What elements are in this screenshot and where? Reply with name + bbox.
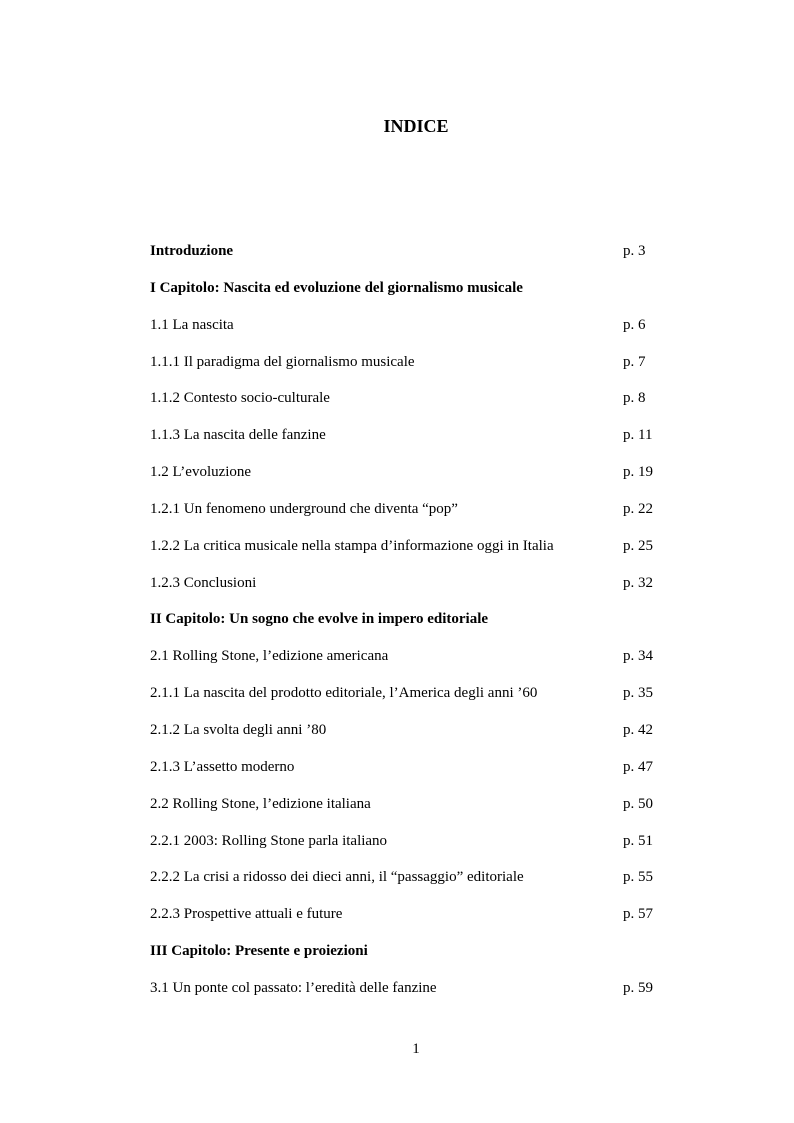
toc-entry-page: p. 51	[623, 832, 653, 849]
toc-entry	[150, 425, 670, 462]
toc-entry	[150, 499, 670, 536]
toc-entry-label: 2.1.2 La svolta degli anni ’80	[150, 721, 327, 738]
toc-entry	[150, 720, 670, 757]
toc-entry-page: p. 22	[623, 500, 653, 517]
page-number: 1	[412, 1041, 420, 1057]
toc-entry-page: p. 59	[623, 979, 653, 996]
toc-entry-label: II Capitolo: Un sogno che evolve in impero editoriale	[150, 611, 489, 628]
table-of-contents	[150, 241, 670, 1015]
toc-entry-label: 1.2.2 La critica musicale nella stampa d’informazione oggi in Italia	[150, 537, 554, 554]
toc-entry-label: 2.2.3 Prospettive attuali e future	[150, 906, 343, 923]
toc-entry-label: 3.1 Un ponte col passato: l’eredità delle fanzine	[150, 979, 437, 996]
toc-entry	[150, 536, 670, 573]
toc-entry-page: p. 50	[623, 795, 653, 812]
toc-entry-page: p. 34	[623, 648, 653, 665]
toc-entry	[150, 867, 670, 904]
toc-entry	[150, 573, 670, 610]
page-title: INDICE	[383, 116, 449, 136]
toc-entry-label: 2.2.2 La crisi a ridosso dei dieci anni, il “passaggio” editoriale	[150, 869, 524, 886]
toc-entry-page: p. 7	[623, 353, 646, 370]
toc-entry	[150, 352, 670, 389]
toc-entry-page: p. 32	[623, 574, 653, 591]
toc-entry-page: p. 3	[623, 243, 646, 259]
toc-entry	[150, 683, 670, 720]
toc-entry	[150, 315, 670, 352]
toc-entry-label: Introduzione	[150, 243, 234, 259]
toc-entry-label: 2.2 Rolling Stone, l’edizione italiana	[150, 795, 371, 812]
toc-entry-label: III Capitolo: Presente e proiezioni	[150, 943, 368, 960]
toc-entry-page: p. 6	[623, 316, 646, 333]
toc-entry	[150, 646, 670, 683]
toc-entry-label: 1.1.1 Il paradigma del giornalismo musicale	[150, 353, 415, 370]
toc-chapter-1-heading	[150, 278, 670, 315]
toc-entry-label: 1.2 L’evoluzione	[150, 464, 252, 481]
toc-entry-page: p. 19	[623, 464, 653, 481]
toc-entry-label: 2.2.1 2003: Rolling Stone parla italiano	[150, 832, 388, 849]
toc-entry-page: p. 11	[623, 427, 653, 444]
toc-entry-page: p. 25	[623, 537, 653, 554]
toc-entry-label: 1.2.1 Un fenomeno underground che diventa “pop”	[150, 500, 458, 517]
toc-entry-label: 1.1 La nascita	[150, 316, 234, 333]
toc-entry-introduzione	[150, 241, 670, 278]
toc-entry	[150, 978, 670, 1015]
toc-entry-label: 1.2.3 Conclusioni	[150, 574, 257, 591]
toc-entry	[150, 831, 670, 868]
toc-entry	[150, 794, 670, 831]
toc-entry-label: 2.1 Rolling Stone, l’edizione americana	[150, 648, 389, 665]
toc-entry-label: 1.1.3 La nascita delle fanzine	[150, 427, 326, 444]
toc-entry-page: p. 47	[623, 758, 653, 775]
toc-entry-page: p. 57	[623, 906, 653, 923]
toc-entry-page: p. 8	[623, 390, 646, 407]
toc-entry-label: I Capitolo: Nascita ed evoluzione del giornalismo musicale	[150, 279, 523, 296]
toc-chapter-3-heading	[150, 941, 670, 978]
toc-entry	[150, 757, 670, 794]
toc-entry-page: p. 35	[623, 685, 653, 702]
toc-entry-label: 2.1.3 L’assetto moderno	[150, 758, 295, 775]
toc-entry-label: 1.1.2 Contesto socio-culturale	[150, 390, 330, 407]
toc-entry	[150, 904, 670, 941]
toc-chapter-2-heading	[150, 609, 670, 646]
toc-entry-label: 2.1.1 La nascita del prodotto editoriale, l’America degli anni ’60	[150, 685, 538, 702]
toc-entry	[150, 462, 670, 499]
toc-entry-page: p. 42	[623, 721, 653, 738]
toc-entry-page: p. 55	[623, 869, 653, 886]
toc-entry	[150, 388, 670, 425]
